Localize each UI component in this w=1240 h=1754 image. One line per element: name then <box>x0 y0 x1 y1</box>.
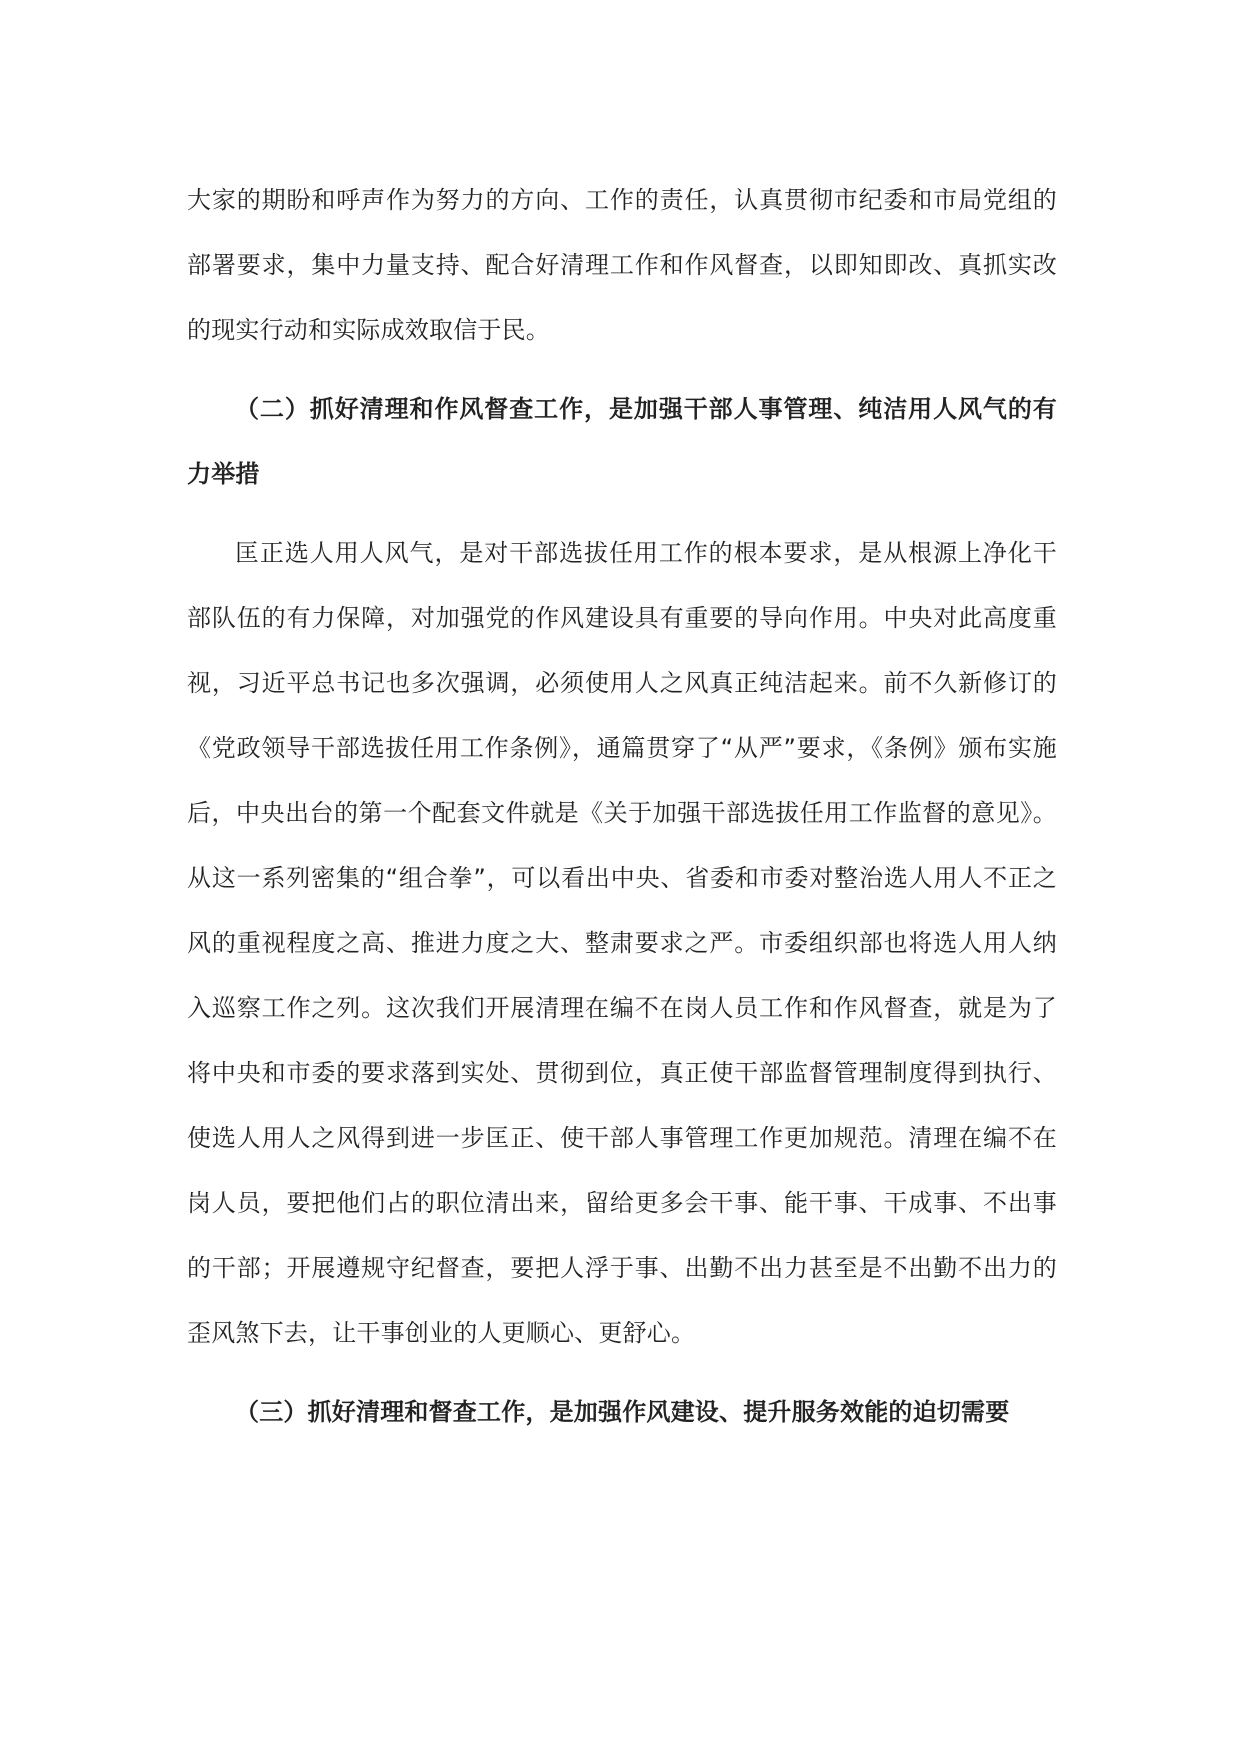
document-body <box>187 168 1057 1459</box>
body-paragraph: 匡正选人用人风气，是对干部选拔任用工作的根本要求，是从根源上净化干部队伍的有力保障，对加强党的作风建设具有重要的导向作用。中央对此高度重视，习近平总书记也多次强调，必须使用人之风真正纯洁起来。前不久新修订的《党政领导干部选拔任用工作条例》，通篇贯穿了“从严”要求，《条例》颁布实施后，中央出台的第一个配套文件就是《关于加强干部选拔任用工作监督的意见》。从这一系列密集的“组合拳”，可以看出中央、省委和市委对整治选人用人不正之风的重视程度之高、推进力度之大、整肃要求之严。市委组织部也将选人用人纳入巡察工作之列。这次我们开展清理在编不在岗人员工作和作风督查，就是为了将中央和市委的要求落到实处、贯彻到位，真正使干部监督管理制度得到执行、使选人用人之风得到进一步匡正、使干部人事管理工作更加规范。清理在编不在岗人员，要把他们占的职位清出来，留给更多会干事、能干事、干成事、不出事的干部；开展遵规守纪督查，要把人浮于事、出勤不出力甚至是不出勤不出力的歪风煞下去，让干事创业的人更顺心、更舒心。 <box>187 539 1057 1347</box>
section-heading-2: （二）抓好清理和作风督查工作，是加强干部人事管理、纯洁用人风气的有力举措 <box>187 395 1057 488</box>
section-heading-3: （三）抓好清理和督查工作，是加强作风建设、提升服务效能的迫切需要 <box>235 1398 1010 1426</box>
body-paragraph-continued: 大家的期盼和呼声作为努力的方向、工作的责任，认真贯彻市纪委和市局党组的部署要求，集中力量支持、配合好清理工作和作风督查，以即知即改、真抓实改的现实行动和实际成效取信于民。 <box>187 186 1057 344</box>
